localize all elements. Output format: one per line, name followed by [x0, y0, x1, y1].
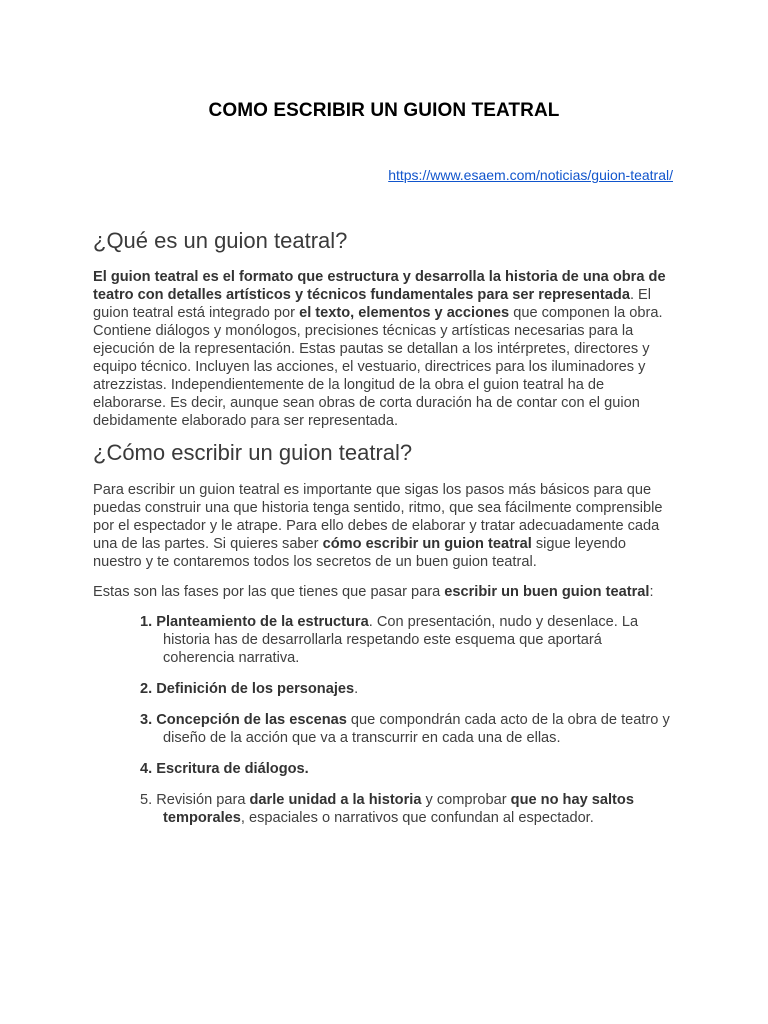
bold-good-script: escribir un buen guion teatral: [444, 584, 650, 600]
paragraph-how-to: Para escribir un guion teatral es importante que sigas los pasos más básicos para que puedas construir una que historia tenga sentido, ritmo, que sea fácilmente comprensible por el espectador y le atrape. Para ello debes de elaborar y tratar adecuadamente cada una de las partes. Si quieres saber cómo escribir un guion teatral sigue leyendo nuestro y te contaremos todos los secretos de un buen guion teatral.: [93, 482, 663, 570]
bold-elements: el texto, elementos y acciones: [299, 305, 510, 321]
list-item: 1. Planteamiento de la estructura. Con presentación, nudo y desenlace. La historia has de desarrollarla respetando este esquema que aportará coherencia narrativa.: [140, 614, 639, 666]
section-heading-what-is: ¿Qué es un guion teatral?: [93, 228, 348, 253]
list-item: 5. Revisión para darle unidad a la historia y comprobar que no hay saltos temporales, espaciales o narrativos que confundan al espectador.: [140, 792, 634, 826]
section-heading-how-to: ¿Cómo escribir un guion teatral?: [93, 440, 413, 465]
page-title: COMO ESCRIBIR UN GUION TEATRAL: [208, 100, 560, 121]
list-item: 2. Definición de los personajes.: [140, 681, 359, 697]
paragraph-phases: Estas son las fases por las que tienes que pasar para escribir un buen guion teatral:: [93, 584, 654, 600]
list-item: 3. Concepción de las escenas que compondrán cada acto de la obra de teatro y diseño de la acción que va a transcurrir en cada una de ellas.: [140, 712, 670, 746]
paragraph-definition: El guion teatral es el formato que estructura y desarrolla la historia de una obra de teatro con detalles artísticos y técnicos fundamentales para ser representada. El guion teatral está integrado por el texto, elementos y acciones que componen la obra. Contiene diálogos y monólogos, precisiones técnicas y artísticas necesarias para la ejecución de la representación. Estas pautas se detallan a los intérpretes, directores y equipo técnico. Incluyen las acciones, el vestuario, directrices para los iluminadores y atrezzistas. Independientemente de la longitud de la obra el guion teatral ha de elaborarse. Es decir, aunque sean obras de corta duración ha de contar con el guion debidamente elaborado para ser representada.: [93, 269, 666, 429]
steps-list: [93, 613, 676, 827]
document-body: [93, 226, 676, 840]
bold-intro: El guion teatral es el formato que estructura y desarrolla la historia de una obra de teatro con detalles artísticos y técnicos fundamentales para ser representada: [93, 269, 666, 303]
source-link[interactable]: https://www.esaem.com/noticias/guion-teatral/: [388, 167, 673, 183]
list-item: 4. Escritura de diálogos.: [140, 761, 309, 777]
bold-how-to: cómo escribir un guion teatral: [322, 536, 532, 552]
